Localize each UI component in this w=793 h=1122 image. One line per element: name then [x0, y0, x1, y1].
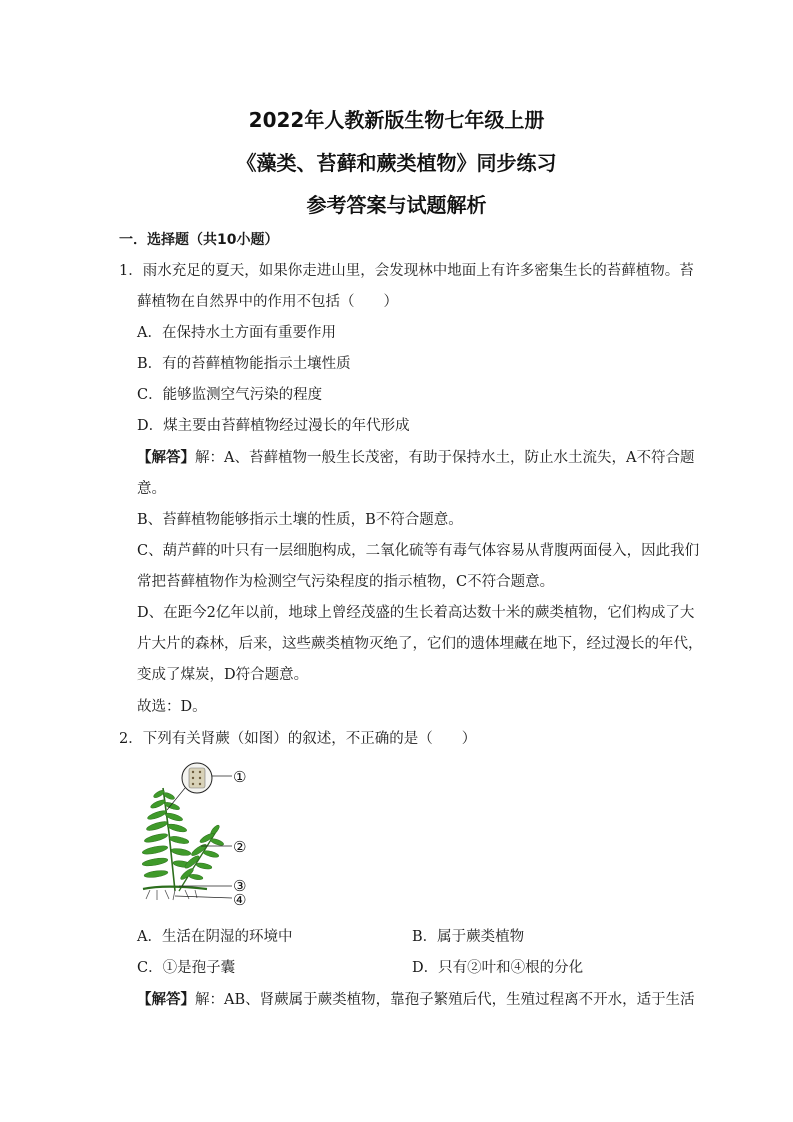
document-title-line1: 2022年人教新版生物七年级上册 [248, 108, 545, 132]
figure-label-3: ③ [233, 877, 247, 895]
figure-label-1: ① [233, 768, 247, 786]
q2-stem: 2．下列有关肾蕨（如图）的叙述，不正确的是（ ） [119, 731, 477, 747]
q2-option-b: B．属于蕨类植物 [412, 929, 525, 945]
q2-explanation-text1: 解：AB、肾蕨属于蕨类植物，靠孢子繁殖后代，生殖过程离不开水，适于生活 [195, 992, 695, 1008]
q1-explanation-line4: C、葫芦藓的叶只有一层细胞构成，二氧化硫等有毒气体容易从背腹两面侵入，因此我们 [137, 543, 700, 559]
q1-answer-tag: 【解答】 [137, 450, 195, 466]
figure-label-2: ② [233, 838, 247, 856]
q1-option-d: D．煤主要由苔藓植物经过漫长的年代形成 [137, 418, 410, 434]
document-title-line3: 参考答案与试题解析 [306, 193, 487, 217]
q1-option-b: B．有的苔藓植物能指示土壤性质 [137, 356, 351, 372]
q1-explanation-line6: D、在距今2亿年以前，地球上曾经茂盛的生长着高达数十米的蕨类植物，它们构成了大 [137, 605, 695, 621]
q1-explanation-line3: B、苔藓植物能够指示土壤的性质，B不符合题意。 [137, 512, 463, 528]
figure-label-4: ④ [233, 891, 247, 908]
q1-explanation-line1 [137, 446, 694, 467]
document-title-line2: 《藻类、苔藓和蕨类植物》同步练习 [236, 151, 557, 175]
q2-option-a: A．生活在阴湿的环境中 [137, 929, 293, 945]
q1-answer-choice: 故选：D。 [137, 699, 207, 715]
q1-explanation-line7: 片大片的森林，后来，这些蕨类植物灭绝了，它们的遗体埋藏在地下，经过漫长的年代， [137, 636, 703, 652]
q1-stem-line1: 1．雨水充足的夏天，如果你走进山里，会发现林中地面上有许多密集生长的苔藓植物。苔 [119, 263, 694, 279]
q1-stem-line2: 藓植物在自然界中的作用不包括（ ） [137, 294, 398, 310]
fern-figure [135, 758, 260, 908]
fern-frond-main [142, 789, 192, 879]
fern-roots [146, 890, 197, 900]
q1-explanation-line2: 意。 [137, 481, 166, 497]
q2-option-c: C．①是孢子囊 [137, 960, 236, 976]
q1-option-c: C．能够监测空气污染的程度 [137, 387, 323, 403]
q1-explanation-line8: 变成了煤炭，D符合题意。 [137, 667, 309, 683]
section-heading: 一．选择题（共10小题） [119, 232, 279, 248]
q1-explanation-line5: 常把苔藓植物作为检测空气污染程度的指示植物，C不符合题意。 [137, 574, 555, 590]
q2-explanation-line1 [137, 988, 695, 1009]
q2-answer-tag: 【解答】 [137, 992, 195, 1008]
q1-explanation-text1: 解：A、苔藓植物一般生长茂密，有助于保持水土，防止水土流失，A不符合题 [195, 450, 695, 466]
q2-option-d: D．只有②叶和④根的分化 [412, 960, 584, 976]
q1-option-a: A．在保持水土方面有重要作用 [137, 325, 336, 341]
